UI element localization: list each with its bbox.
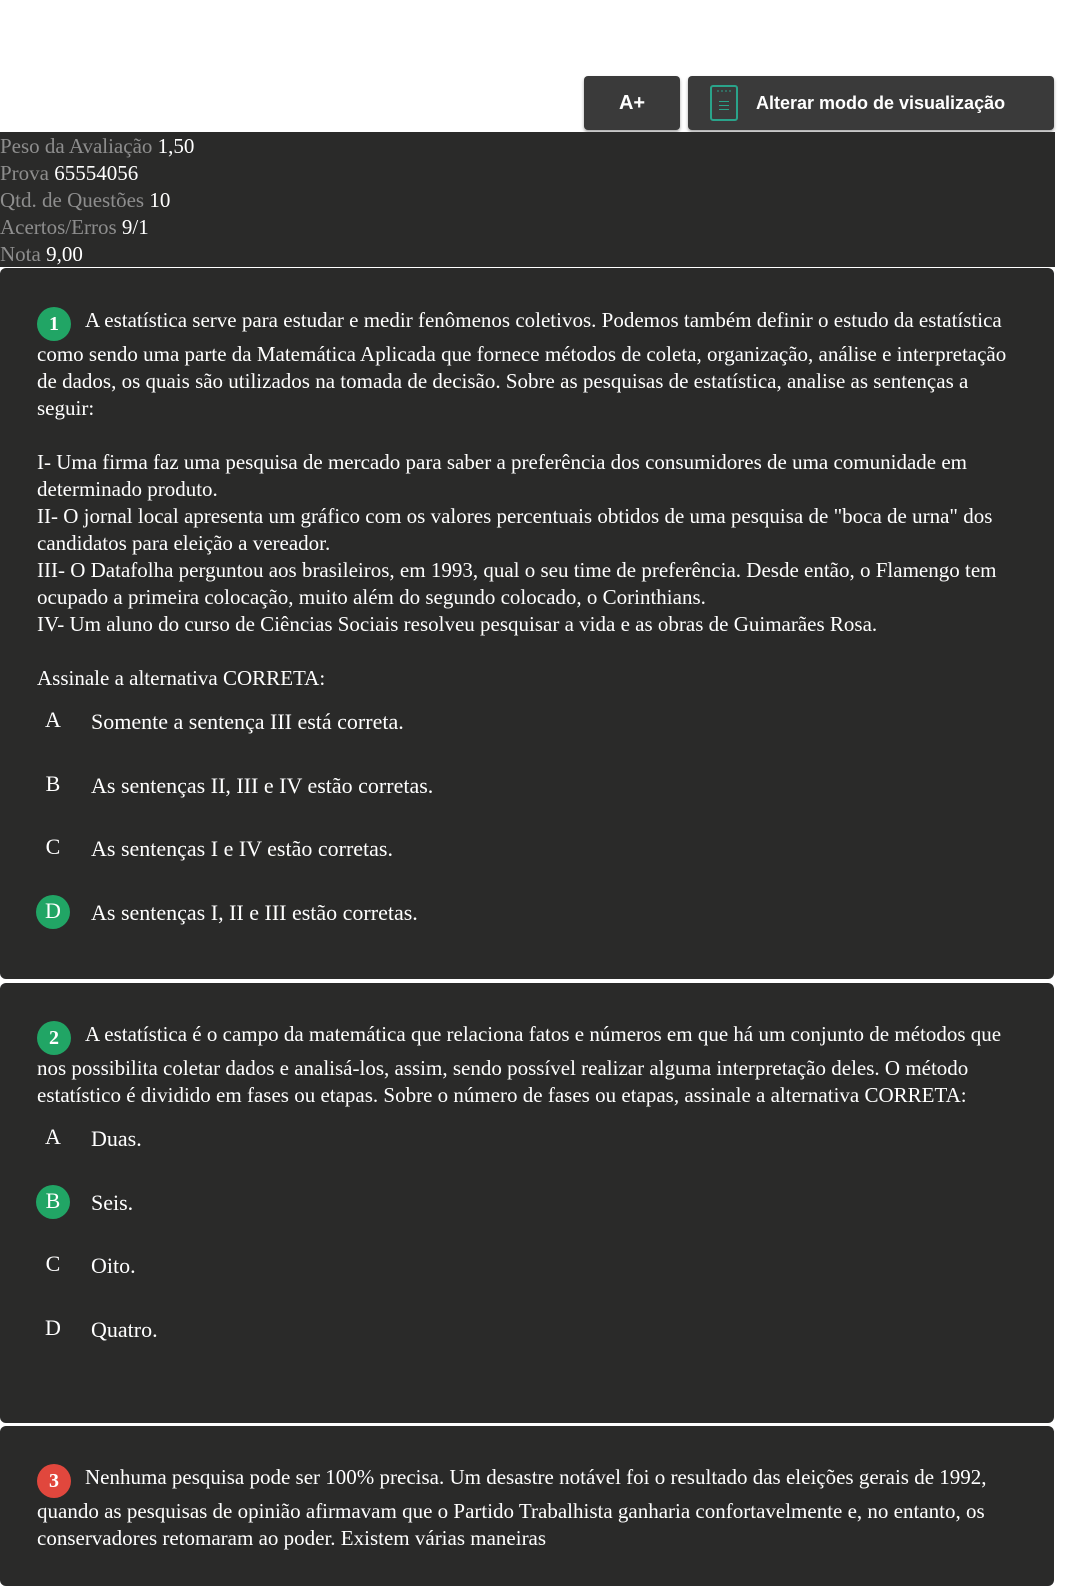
question-number-badge: 1 [37,307,71,341]
answer-option[interactable] [37,1121,1017,1185]
font-size-button-label: A+ [618,91,646,114]
option-letter: A [45,707,61,732]
font-size-button[interactable] [584,76,680,130]
question-text: 3 Nenhuma pesquisa pode ser 100% precisa. Um desastre notável foi o resultado das eleições gerais de 1992, quando as pesquisas de opinião afirmavam que o Partido Trabalhista ganharia confortavelmente e, no entanto, os conservadores retomaram ao poder. Existem várias maneiras [37,1465,987,1550]
option-letter: C [45,834,61,859]
option-text: Quatro. [91,1316,158,1342]
answer-option[interactable] [37,1312,1017,1376]
option-text: As sentenças I e IV estão corretas. [91,836,393,861]
summary-row: Qtd. de Questões 10 [0,188,171,212]
question-instruction: Assinale a alternativa CORRETA: [37,666,326,690]
option-text: As sentenças II, III e IV estão corretas. [91,772,434,798]
answer-options [37,1121,1017,1375]
answer-option[interactable] [37,831,1017,895]
view-mode-button-label: Alterar modo de visualização [756,92,1006,113]
view-mode-button[interactable] [688,76,1054,130]
option-text: Somente a sentença III está correta. [91,709,404,734]
question-number-badge-wrong: 3 [37,1464,71,1498]
summary-row: Acertos/Erros 9/1 [0,215,149,239]
option-text: Seis. [91,1189,134,1215]
summary-row: Prova 65554056 [0,161,139,185]
option-letter-selected: D [36,895,70,929]
summary-row: Peso da Avaliação 1,50 [0,134,195,158]
question-number-badge: 2 [37,1021,71,1055]
statement-1: I- Uma firma faz uma pesquisa de mercado para saber a preferência dos consumidores de uma comunidade em determinado produto. [37,450,968,501]
option-text: Oito. [91,1253,136,1278]
option-letter: C [45,1251,61,1276]
option-letter: D [45,1314,61,1340]
summary-row: Nota 9,00 [0,242,83,266]
option-letter-selected: B [36,1185,70,1219]
question-card-2 [0,983,1054,1423]
answer-option-selected[interactable] [37,895,1017,959]
statement-4: IV- Um aluno do curso de Ciências Sociais resolveu pesquisar a vida e as obras de Guimarães Rosa. [37,612,878,636]
question-card-3 [0,1426,1054,1586]
document-view-icon [710,85,738,121]
statement-2: II- O jornal local apresenta um gráfico com os valores percentuais obtidos de uma pesquisa de "boca de urna" dos candidatos para eleição a vereador. [37,504,993,555]
answer-option[interactable] [37,768,1017,832]
exam-summary [0,132,1055,267]
question-text: 2 A estatística é o campo da matemática que relaciona fatos e números em que há um conjunto de métodos que nos possibilita coletar dados e analisá-los, assim, sendo possível realizar alguma interpretação deles. O método estatístico é dividido em fases ou etapas. Sobre o número de fases ou etapas, assinale a alternativa CORRETA: [37,1022,1002,1107]
answer-option[interactable] [37,1248,1017,1312]
option-text: As sentenças I, II e III estão corretas. [91,899,418,925]
option-text: Duas. [91,1126,142,1151]
answer-options [37,704,1017,958]
question-card-1 [0,268,1054,979]
answer-option[interactable] [37,704,1017,768]
statement-3: III- O Datafolha perguntou aos brasileiros, em 1993, qual o seu time de preferência. Desde então, o Flamengo tem ocupado a primeira colocação, muito além do segundo colocado, o Corinthians. [37,558,997,609]
option-letter: A [45,1124,61,1149]
question-text: 1 A estatística serve para estudar e medir fenômenos coletivos. Podemos também definir o estudo da estatística como sendo uma parte da Matemática Aplicada que fornece métodos de coleta, organização, análise e interpretação de dados, os quais são utilizados na tomada de decisão. Sobre as pesquisas de estatística, analise as sentenças a seguir: [37,308,1007,420]
answer-option-selected[interactable] [37,1185,1017,1249]
option-letter: B [45,770,61,796]
